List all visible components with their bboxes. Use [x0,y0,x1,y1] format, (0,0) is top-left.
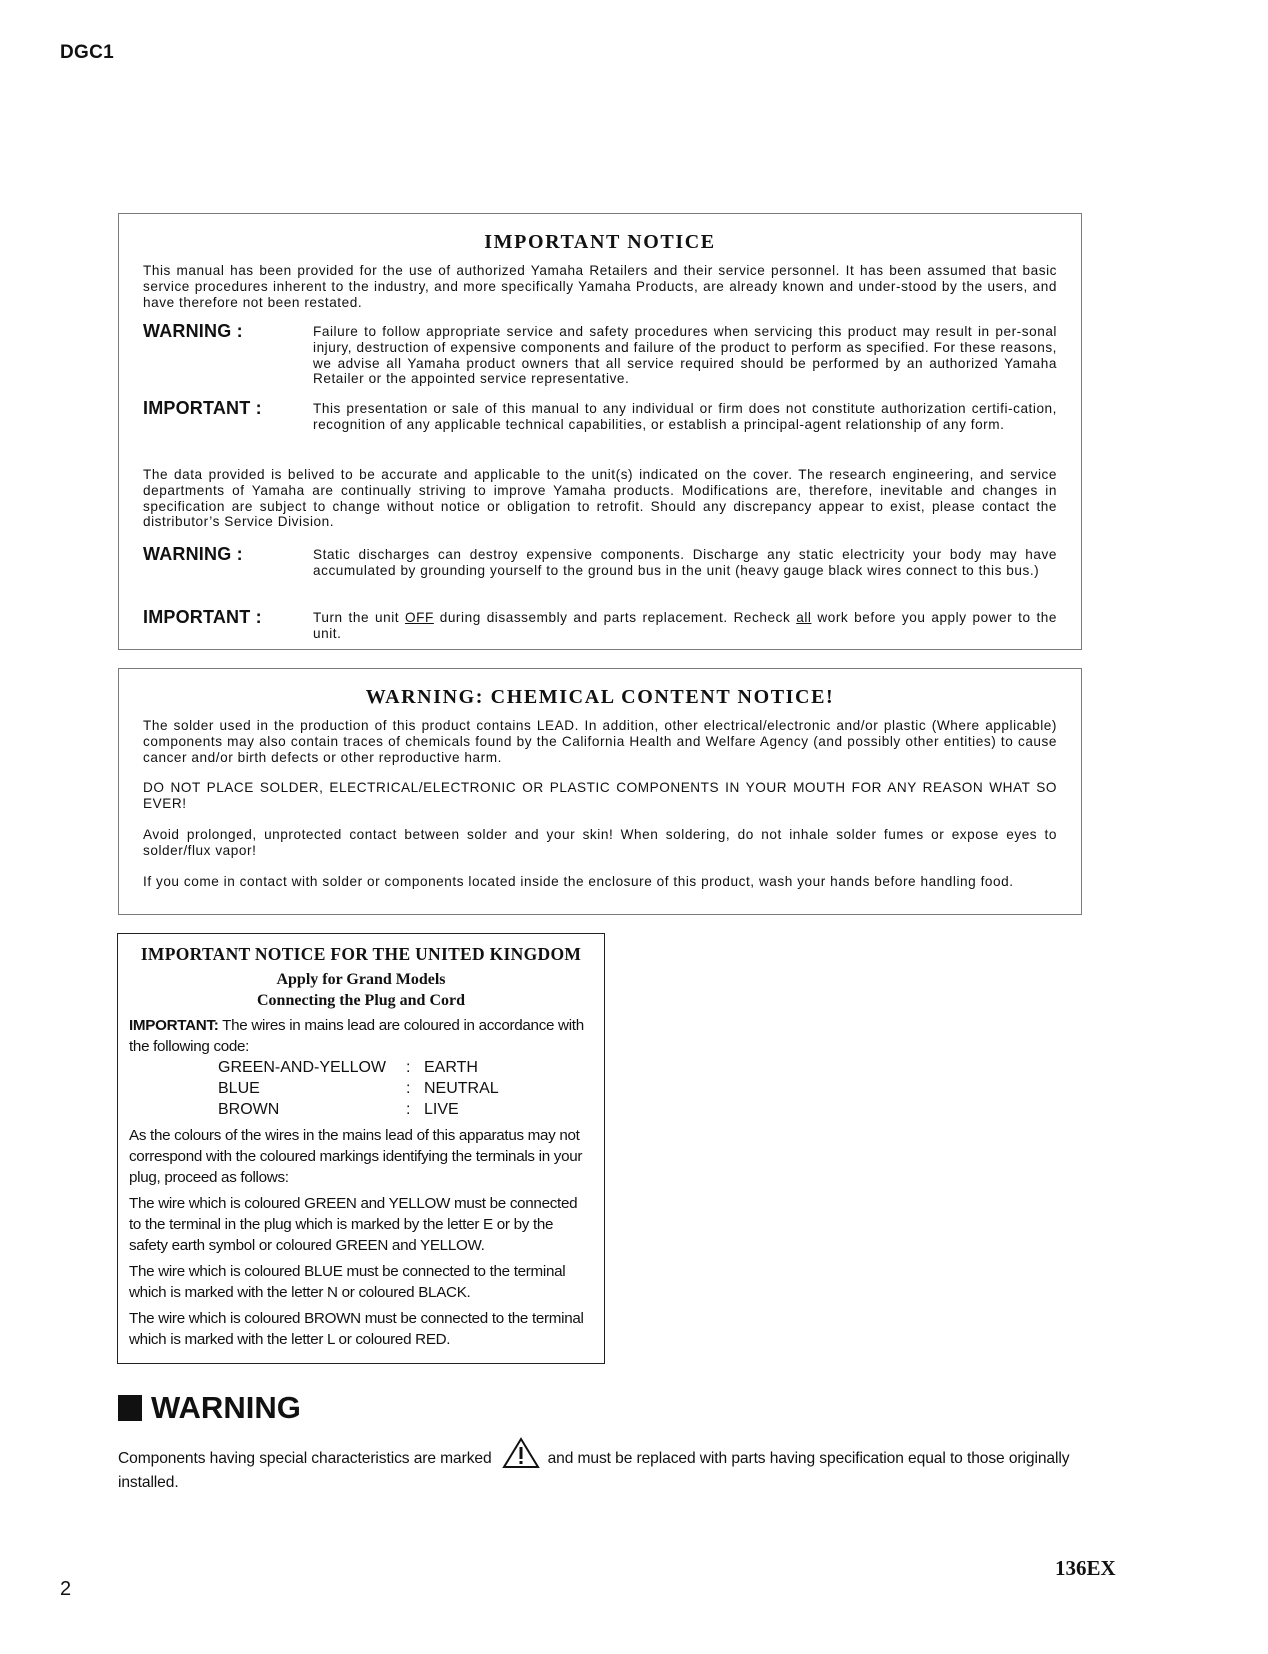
warning-triangle-icon [502,1437,540,1474]
uk-subtitle-grand-models: Apply for Grand Models [276,971,446,988]
uk-paragraph: The wire which is coloured BLUE must be connected to the terminal which is marked with the letter N or coloured BLACK. [129,1263,566,1301]
notice-label: WARNING : [143,321,243,341]
notice-text: Static discharges can destroy expensive components. Discharge any static electricity your body may have accumulated by grounding yourself to the ground bus in the unit (heavy gauge black wires connect to this bus.) [313,547,1057,578]
warning-text-after: and must be replaced with parts having specification equal to those originally installed. [118,1450,1070,1491]
data-paragraph: The data provided is belived to be accurate and applicable to the unit(s) indicated on the cover. The research engineering, and service departments of Yamaha are continually striving to improve Yamaha products. Modifications are, therefore, inevitable and changes in specification are subject to change without notice or obligation to retrofit. Should any discrepancy appear to exist, please contact the distributor’s Service Division. [143,467,1057,530]
warning-heading-text: WARNING [151,1390,301,1425]
underlined-all: all [796,610,812,625]
notice-text: Failure to follow appropriate service and safety procedures when servicing this product may result in per-sonal injury, destruction of expensive components and failure of the product to perform as specified. For these reasons, we advise all Yamaha product owners that all service required should be performed by an authorized Yamaha Retailer or the appointed service representative. [313,324,1057,387]
model-code: DGC1 [60,42,114,63]
wire-separator: : [406,1101,411,1118]
warning-body [118,1437,1098,1492]
uk-notice-title: IMPORTANT NOTICE FOR THE UNITED KINGDOM [140,944,582,964]
notice-text: This presentation or sale of this manual to any individual or firm does not constitute authorization certifi-cation, recognition of any applicable technical capabilities, or establish a principal-agent relationship of any form. [313,401,1057,432]
wire-colour: BROWN [218,1101,280,1118]
wire-code-table [218,1057,499,1120]
wire-function: NEUTRAL [424,1080,499,1097]
underlined-off: OFF [404,610,434,625]
text-segment: Turn the unit [313,610,405,625]
wire-code-row [218,1057,499,1078]
notice-label: IMPORTANT : [143,607,262,627]
chemical-paragraph: The solder used in the production of this product contains LEAD. In addition, other electrical/electronic and/or plastic (Where applicable) components may also contain traces of chemicals found by the California Health and Welfare Agency (and possibly other entities) to cause cancer and/or birth defects or other reproductive harm. [143,718,1057,765]
wire-separator: : [406,1080,411,1097]
notice-label: WARNING : [143,544,243,564]
chemical-notice-box [118,668,1082,915]
chemical-notice-title: WARNING: CHEMICAL CONTENT NOTICE! [365,686,835,708]
uk-notice-box [117,933,605,1364]
wire-function: LIVE [424,1101,459,1118]
uk-subtitle-plug-cord: Connecting the Plug and Cord [256,992,466,1009]
uk-paragraph: As the colours of the wires in the mains lead of this apparatus may not correspond with the coloured markings identifying the terminals in your plug, proceed as follows: [129,1127,583,1186]
chemical-paragraph: If you come in contact with solder or components located inside the enclosure of this product, wash your hands before handling food. [143,874,1014,889]
wire-colour: BLUE [218,1080,260,1097]
black-square-icon [118,1395,142,1421]
page-number: 2 [60,1578,72,1600]
notice-text [313,610,1057,642]
notice-label: IMPORTANT : [143,398,262,418]
wire-code-row [218,1078,499,1099]
uk-important-label: IMPORTANT: [129,1017,219,1034]
text-segment: work before you apply power to the unit. [313,610,1057,641]
chemical-paragraph: DO NOT PLACE SOLDER, ELECTRICAL/ELECTRONIC OR PLASTIC COMPONENTS IN YOUR MOUTH FOR ANY REASON WHAT SO EVER! [143,780,1057,811]
wire-separator: : [406,1059,411,1076]
intro-paragraph: This manual has been provided for the use of authorized Yamaha Retailers and their service personnel. It has been assumed that basic service procedures inherent to the industry, and more specifically Yamaha Products, are already known and under-stood by the users, and have therefore not been restated. [143,263,1057,310]
uk-important-paragraph [129,1015,593,1057]
uk-paragraph: The wire which is coloured GREEN and YELLOW must be connected to the terminal in the plug which is marked by the letter E or by the safety earth symbol or coloured GREEN and YELLOW. [129,1195,578,1254]
uk-paragraph: The wire which is coloured BROWN must be connected to the terminal which is marked with the letter L or coloured RED. [129,1310,584,1348]
text-segment: during disassembly and parts replacement. Recheck [433,610,797,625]
wire-colour: GREEN-AND-YELLOW [218,1059,387,1076]
warning-text-before: Components having special characteristics are marked [118,1450,492,1467]
warning-heading [118,1390,301,1426]
chemical-paragraph: Avoid prolonged, unprotected contact between solder and your skin! When soldering, do not inhale solder fumes or expose eyes to solder/flux vapor! [143,827,1057,858]
wire-code-row [218,1099,499,1120]
footer-model-code: 136EX [1055,1556,1116,1580]
important-notice-box [118,213,1082,650]
uk-important-text: The wires in mains lead are coloured in accordance with the following code: [129,1017,584,1055]
wire-function: EARTH [424,1059,478,1076]
important-notice-title: IMPORTANT NOTICE [484,231,716,253]
